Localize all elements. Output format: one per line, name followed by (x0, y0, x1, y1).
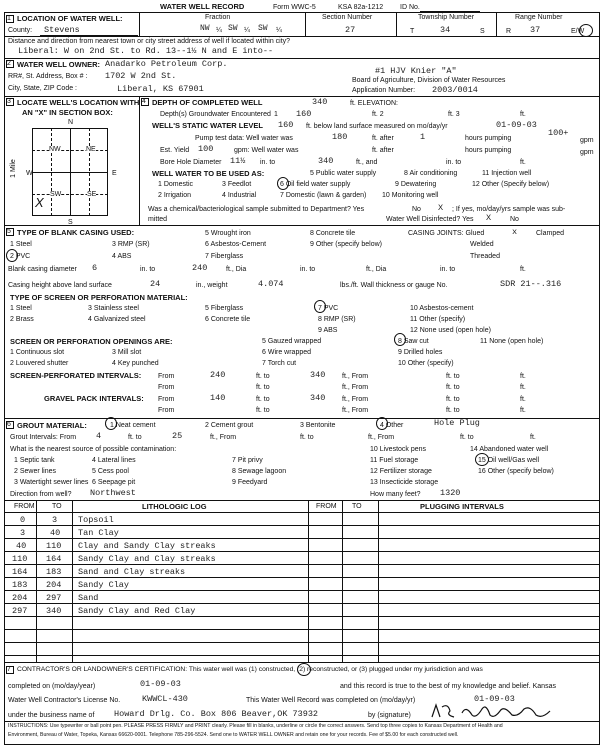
log-to: 40 (50, 528, 61, 538)
instructions-line-1: INSTRUCTIONS: Use typewriter or ball point pen. PLEASE PRESS FIRMLY and PRINT clearly. Please fill in blanks, underline or circle the correct answers. Send top three copies to Kansas Department of Health and (8, 723, 503, 729)
pump-test-ft: 180 (332, 132, 348, 142)
screen-to: 340 (310, 370, 326, 380)
contam-15-circle (475, 453, 489, 466)
business-name: Howard Drlg. Co. Box 806 Beaver,OK 73932 (114, 709, 319, 719)
distance-value: Liberal: W on 2nd St. to Rd. 13--1½ N and E into-- (18, 46, 274, 56)
fraction-label: Fraction (205, 14, 231, 21)
static-date: 01-09-03 (496, 120, 537, 130)
log-desc: Clay and Sandy Clay streaks (78, 541, 216, 551)
estimated-yield: 100 (198, 144, 214, 154)
county-value: Stevens (44, 25, 80, 35)
address-label: RR#, St. Address, Box # : (8, 73, 88, 80)
screen-pvc: 7 PVC (318, 305, 339, 312)
log-desc: Tan Clay (78, 528, 119, 538)
gravel-from: 140 (210, 393, 226, 403)
location-x-mark: X (35, 195, 44, 210)
casing-depth: 240 (192, 263, 208, 273)
county-label: County: (8, 27, 33, 34)
log-to: 204 (46, 580, 62, 590)
groundwater-depth: 160 (296, 109, 312, 119)
section-label: Section Number (322, 14, 373, 21)
license-number: KWWCL-430 (142, 694, 188, 704)
bore-diameter: 11½ (230, 156, 246, 166)
s5-label: TYPE OF BLANK CASING USED: (17, 228, 135, 237)
form-number: Form WWC-5 (273, 4, 316, 11)
grout-1-circle (105, 417, 117, 430)
east-west: E/W (571, 28, 585, 35)
township-label: Township Number (418, 14, 475, 21)
township-number: 34 (440, 25, 451, 35)
log-desc: Sand (78, 593, 99, 603)
owner-address: 1702 W 2nd St. (105, 71, 177, 81)
grout-4-circle (376, 417, 388, 430)
depth-label: DEPTH OF COMPLETED WELL (152, 98, 263, 107)
certification-text: CONTRACTOR'S OR LANDOWNER'S CERTIFICATION: This water well was (1) constructed, (2) reconstructed, or (3) plugged under my jurisdiction and was (17, 666, 483, 673)
log-desc: Sandy Clay and Clay streaks (78, 554, 216, 564)
contam-oil-gas-well: 15 Oil well/Gas well (478, 457, 540, 464)
log-from: 40 (16, 541, 27, 551)
owner-name: Anadarko Petroleum Corp. (105, 59, 228, 69)
casing-diameter: 6 (92, 263, 98, 273)
city-label: City, State, ZIP Code : (8, 85, 77, 92)
s6-label: GROUT MATERIAL: (17, 421, 87, 430)
grout-neat-cement: 1 Neat cement (110, 422, 156, 429)
casing-pvc: 2 PVC (10, 253, 31, 260)
grout-other: Hole Plug (434, 418, 480, 428)
distance-label: Distance and direction from nearest town or city street address of well if located within city? (8, 38, 291, 45)
completed-date: 01-09-03 (140, 679, 181, 689)
gravel-to: 340 (310, 393, 326, 403)
form-title: WATER WELL RECORD (160, 2, 245, 11)
contam-direction: Northwest (90, 488, 136, 498)
plugging-intervals-header: PLUGGING INTERVALS (420, 502, 504, 511)
use-6-circle (277, 177, 289, 190)
log-from: 0 (20, 515, 26, 525)
log-to: 340 (46, 606, 62, 616)
log-desc: Sand and Clay streaks (78, 567, 186, 577)
application-number: 2003/0014 (432, 85, 478, 95)
use-oil-field: 6 Oil field water supply (280, 181, 351, 188)
opening-8-circle (394, 333, 406, 346)
pump-gpm: 100+ (548, 128, 569, 138)
contam-distance: 1320 (440, 488, 461, 498)
log-from: 183 (12, 580, 28, 590)
fraction-2: SW (228, 24, 238, 33)
mile-label: 1 Mile (9, 159, 17, 178)
ksa-ref: KSA 82a-1212 (338, 4, 384, 11)
s2-label: WATER WELL OWNER: (17, 60, 101, 69)
log-from: 297 (12, 606, 28, 616)
signature (428, 701, 558, 723)
lithologic-log-header: LITHOLOGIC LOG (142, 502, 207, 511)
id-label: ID No. (400, 4, 420, 11)
instructions-line-2: Environment, Bureau of Water, Topeka, Kansas 66620-0001. Telephone 785-296-5524. Send one to WATER WELL OWNER and retain one for your records. Fee of $5.00 for each constructed well. (8, 732, 459, 738)
opening-saw-cut: 8 Saw cut (398, 338, 429, 345)
well-name: #1 HJV Knier "A" (375, 66, 457, 76)
depth-value: 340 (312, 97, 328, 107)
board-label: Board of Agriculture, Division of Water Resources (352, 77, 506, 84)
owner-city: Liberal, KS 67901 (117, 84, 204, 94)
s1-label: LOCATION OF WATER WELL: (17, 14, 123, 23)
screen-from: 240 (210, 370, 226, 380)
section-number: 27 (345, 25, 356, 35)
casing-weight: 4.074 (258, 279, 284, 289)
log-to: 183 (46, 567, 62, 577)
log-desc: Topsoil (78, 515, 114, 525)
water-well-record-form: WATER WELL RECORD Form WWC-5 KSA 82a-1212 ID No. 1 LOCATION OF WATER WELL: Fraction Section Number Township Number Range Number County: Stevens NW ¼ SW ¼ SW ¼ 27 T 34 S R 37 E/W Distance and direction from nearest town or city street address of well if located within city? Liberal: W on 2nd St. to Rd. 13--1½ N and E into-- 2 WATER WELL OWNER: Anadarko Petroleum Corp. #1 HJV Knier "A" RR#, St. Address, Box # : 1702 W 2nd St. Board of Agriculture, Division of Water Resources City, State, ZIP Code : Liberal, KS 67901 Application Number: 2003/0014 3 LOCATE WELL'S LOCATION WITH AN "X" IN SECTION BOX: N S W E 1 Mile NW NE SW SE X 4 DEPTH OF COMPLETED WELL 340 ft. ELEVATION: Depth(s) Groundwater Encountered 1 160 ft. 2 ft. 3 ft. WELL'S STATIC WATER LEVEL 160 ft. below land surface measured on mo/day/yr 01-09-03 Pump test data: Well water was 180 ft. after 1 hours pumping 100+ gpm Est. Yield 100 gpm: Well water was ft. after hours pumping gpm Bore Hole Diameter 11½ in. to 340 ft., and in. to ft. WELL WATER TO BE USED AS: 5 Public water supply 8 Air conditioning 11 Injection well 1 Domestic 3 Feedlot 6 Oil field water supply 9 Dewatering 12 Other (Specify below) 2 Irrigation 4 Industrial 7 Domestic (lawn & garden) 10 Monitoring well Was a chemical/bacteriological sample submitted to Department? Yes No X ; If yes, mo/day/yrs sample was sub- mitted Water Well Disinfected? Yes X No 5 TYPE OF BLANK CASING USED: 5 Wrought iron 8 Concrete tile CASING JOINTS: Glued x Clamped 1 Steel 3 RMP (SR) 6 Asbestos-Cement 9 Other (specify below) Welded 2 PVC 4 ABS 7 Fiberglass Threaded Blank casing diameter 6 in. to 240 ft., Dia in. to ft., Dia in. to ft. Casing height above land surface 24 in., weight 4.074 lbs./ft. Wall thickness or gauge No. SDR 21--.316 TYPE OF SCREEN OR PERFORATION MATERIAL: 1 Steel 3 Stainless steel 5 Fiberglass 7 PVC 10 Asbestos-cement 2 Brass 4 Galvanized steel 6 Concrete tile 8 RMP (SR) 11 Other (specify) 9 ABS 12 None used (open hole) SCREEN OR PERFORATION OPENINGS ARE: 5 Gauzed wrapped 8 Saw cut 11 None (open hole) 1 Continuous slot 3 Mill slot 6 Wire wrapped 9 Drilled holes 2 Louvered shutter 4 Key punched 7 Torch cut 10 Other (specify) SCREEN-PERFORATED INTERVALS: From 240 ft. to 340 ft., From ft. to ft. From ft. to ft., From ft. to ft. GRAVEL PACK INTERVALS: From 140 ft. to 340 ft., From ft. to ft. From ft. to ft., From ft. to ft. 6 GROUT MATERIAL: 1 Neat cement 2 Cement grout 3 Bentonite 4 Other Hole Plug Grout Intervals: From 4 ft. to 25 ft., From ft. to ft., From ft. to ft. What is the nearest source of possible contamination: 10 Livestock pens 14 Abandoned water well 1 Septic tank 4 Lateral lines 7 Pit privy 11 Fuel storage 15 Oil well/Gas well 2 Sewer lines 5 Cess pool 8 Sewage lagoon 12 Fertilizer storage 16 Other (specify below) 3 Watertight sewer lines 6 Seepage pit 9 Feedyard 13 Insecticide storage Direction from well? Northwest How many feet? 1320 FROM TO LITHOLOGIC LOG FROM TO PLUGGING INTERVALS 0 3 Topsoil 3 40 Tan Clay 40 110 Clay and Sandy Clay streaks 110 164 Sandy Clay and Clay streaks 164 183 Sand and Clay streaks 183 204 Sandy Clay 204 297 Sand 297 340 Sandy Clay and Red Clay 7 CONTRACTOR'S OR LANDOWNER'S CERTIFICATION: This water well was (1) constructed, (2) reconstructed, or (3) plugged under my jurisdiction and was completed on (mo/day/year) 01-09-03 and this record is true to the best of my knowledge and belief. Kansas Water Well Contractor's License No. KWWCL-430 This Water Well Record was completed on (mo/day/yr) 01-09-03 under the business name of Howard Drlg. Co. Box 806 Beaver,OK 73932 by (signature) INSTRUCTIONS: Use typewriter or ball point pen. PLEASE PRESS FIRMLY and PRINT clearly. Please fill in blanks, underline or circle the correct answers. Send top three copies to Kansas Department of Health and Environment, Bureau of Water, Topeka, Kansas 66620-0001. Telephone 785-296-5524. Send one to WATER WELL OWNER and retain one for your records. Fee of $5.00 for each constructed well. (0, 0, 603, 748)
grout-from: 4 (96, 431, 102, 441)
log-from: 204 (12, 593, 28, 603)
log-to: 3 (52, 515, 58, 525)
screen-7-circle (314, 300, 326, 313)
static-level: 160 (278, 120, 294, 130)
log-from: 164 (12, 567, 28, 577)
range-number: 37 (530, 25, 541, 35)
fraction-1: NW (200, 24, 210, 33)
range-label: Range Number (515, 14, 563, 21)
application-label: Application Number: (352, 87, 416, 94)
log-from: 110 (12, 554, 28, 564)
log-desc: Sandy Clay (78, 580, 130, 590)
constructed-circle (297, 663, 311, 676)
casing-2-circle (6, 249, 18, 262)
s3-label: LOCATE WELL'S LOCATION WITH (17, 98, 140, 107)
log-to: 110 (46, 541, 62, 551)
casing-height: 24 (150, 279, 161, 289)
grout-to: 25 (172, 431, 183, 441)
log-from: 3 (20, 528, 26, 538)
fraction-3: SW (258, 24, 268, 33)
log-desc: Sandy Clay and Red Clay (78, 606, 196, 616)
record-completed-date: 01-09-03 (474, 694, 515, 704)
bore-depth: 340 (318, 156, 334, 166)
log-to: 164 (46, 554, 62, 564)
log-to: 297 (46, 593, 62, 603)
casing-gauge: SDR 21--.316 (500, 279, 562, 289)
